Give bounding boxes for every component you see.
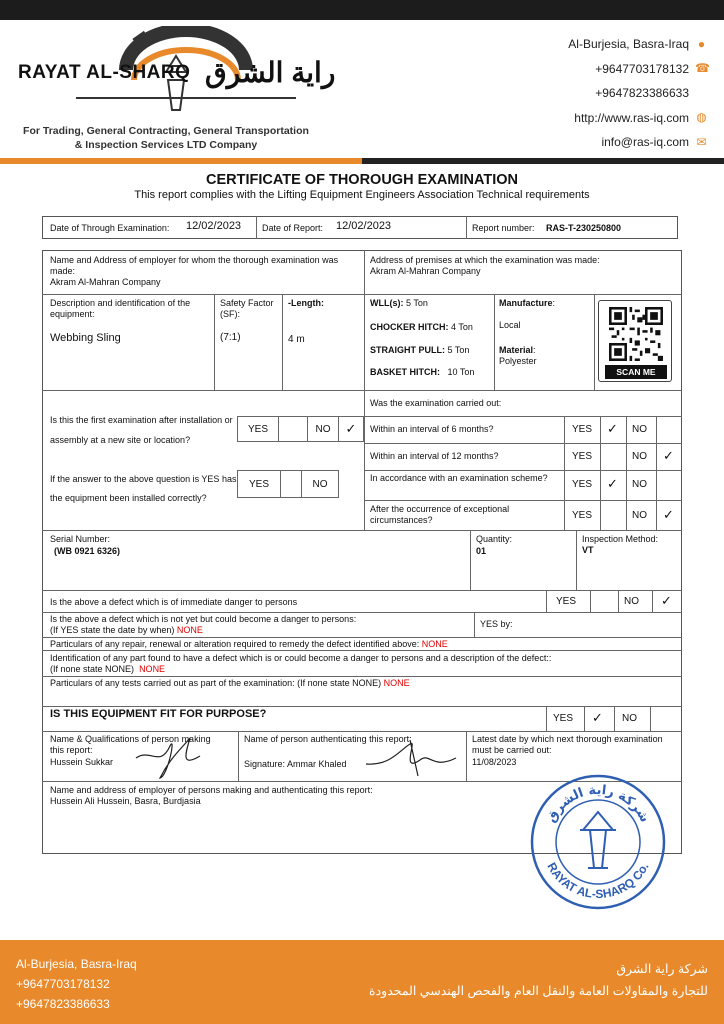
footer-contacts — [16, 954, 137, 1014]
immediate-yes[interactable]: YES — [556, 596, 577, 607]
employer-value: Akram Al-Mahran Company — [50, 277, 161, 287]
straight-label: STRAIGHT PULL: — [370, 345, 445, 355]
choker-value: 4 Ton — [451, 322, 473, 332]
next-exam-value: 11/08/2023 — [472, 757, 517, 767]
exam-date-value: 12/02/2023 — [186, 220, 242, 232]
checkmark-icon: ✓ — [661, 593, 672, 608]
future-danger-hint: (If YES state the date by when) — [50, 625, 175, 635]
future-danger-question: Is the above a defect which is not yet but could become a danger to persons: — [50, 614, 357, 624]
interval-12-yes[interactable]: YES — [572, 451, 593, 462]
contact-website[interactable] — [568, 106, 708, 131]
interval-6-no[interactable]: NO — [632, 424, 647, 435]
checkmark-icon: ✓ — [607, 476, 618, 491]
material-value: Polyester — [499, 356, 537, 366]
yes-by-label: YES by: — [480, 619, 513, 629]
employer-persons-label: Name and address of employer of persons making and authenticating this report: — [50, 785, 373, 795]
repair-none: NONE — [421, 639, 448, 649]
footer-address: Al-Burjesia, Basra-Iraq — [16, 957, 137, 971]
safety-factor-label: Safety Factor (SF): — [220, 298, 274, 319]
identification-question: Identification of any part found to have a defect which is or could become a danger to persons and a description of the defect:: — [50, 653, 552, 663]
brand-name-ar: راية الشرق — [205, 57, 336, 88]
report-number-label: Report number: — [472, 223, 535, 233]
fit-for-purpose-question: IS THIS EQUIPMENT FIT FOR PURPOSE? — [50, 708, 267, 720]
top-bar — [0, 0, 724, 20]
contact-address-text: Al-Burjesia, Basra-Iraq — [568, 37, 689, 52]
manufacture-label: Manufacture — [499, 298, 553, 308]
stamp-text-ar: شركة راية الشرق — [543, 782, 653, 826]
tagline-line-1: For Trading, General Contracting, General Transportation — [23, 125, 309, 137]
employer-label: Name and Address of employer for whom the thorough examination was made: — [50, 255, 339, 276]
quantity-label: Quantity: — [476, 534, 513, 544]
employer-persons-value: Hussein Ali Hussein, Basra, Burdjasia — [50, 796, 201, 806]
identification-none: NONE — [139, 664, 166, 674]
basket-label: BASKET HITCH: — [370, 367, 440, 377]
serial-label: Serial Number: — [50, 534, 111, 544]
next-exam-label: Latest date by which next thorough examination must be carried out: — [472, 734, 663, 755]
fit-yes[interactable]: YES — [553, 713, 574, 724]
certificate-title: CERTIFICATE OF THOROUGH EXAMINATION — [205, 172, 518, 188]
inspection-method-label: Inspection Method: — [582, 534, 659, 544]
manufacture-value: Local — [499, 320, 521, 330]
interval-6-yes[interactable]: YES — [572, 424, 593, 435]
contact-phone-2 — [568, 81, 708, 106]
basket-value: 10 Ton — [447, 367, 475, 377]
installed-no[interactable]: NO — [301, 470, 339, 498]
checkmark-icon: ✓ — [345, 421, 357, 436]
immediate-danger-question: Is the above a defect which is of immediate danger to persons — [50, 597, 298, 607]
contact-website-text[interactable]: http://www.ras-iq.com — [574, 110, 689, 125]
stamp-text-en: RAYAT AL-SHARQ Co. — [544, 860, 652, 902]
contact-address — [568, 32, 708, 57]
choker-label: CHOCKER HITCH: — [370, 322, 449, 332]
contact-phone-2-text: +9647823386633 — [595, 86, 689, 101]
scheme-yes[interactable]: YES — [572, 479, 593, 490]
first-exam-no-box[interactable] — [338, 416, 364, 442]
brand-name-en: RAYAT AL-SHARQ — [18, 62, 191, 83]
footer-phone-2: +9647823386633 — [16, 997, 110, 1011]
mail-icon: ✉ — [696, 134, 707, 149]
wll-value: 5 Ton — [406, 298, 428, 308]
phone-icon: ☎ — [695, 61, 710, 76]
company-stamp — [528, 772, 668, 912]
quantity-value: 01 — [476, 546, 487, 556]
scan-me-label: SCAN ME — [605, 365, 667, 379]
tests-question: Particulars of any tests carried out as part of the examination: (If none state NONE) — [50, 678, 382, 688]
qr-code[interactable] — [598, 300, 672, 382]
report-maker-value: Hussein Sukkar — [50, 757, 114, 767]
certificate-subtitle: This report complies with the Lifting Equipment Engineers Association Technical requirements — [134, 189, 590, 201]
tagline-line-2: & Inspection Services LTD Company — [74, 139, 258, 151]
report-date-label: Date of Report: — [262, 223, 324, 233]
tests-none: NONE — [383, 678, 410, 688]
installed-yes[interactable]: YES — [237, 470, 281, 498]
qr-code-icon — [609, 307, 663, 361]
carried-out-label: Was the examination carried out: — [370, 398, 502, 408]
equipment-desc-value: Webbing Sling — [50, 332, 121, 344]
report-date-value: 12/02/2023 — [336, 220, 392, 232]
fit-no[interactable]: NO — [622, 713, 637, 724]
authenticator-value: Signature: Ammar Khaled — [244, 759, 347, 769]
location-pin-icon: ● — [697, 36, 706, 51]
length-value: 4 m — [288, 334, 305, 345]
inspection-method-value: VT — [582, 545, 594, 555]
future-danger-none: NONE — [176, 625, 203, 635]
interval-6-months: Within an interval of 6 months? — [370, 424, 494, 434]
signature-maker — [130, 728, 210, 782]
footer-phone-1: +9647703178132 — [16, 977, 110, 991]
first-exam-question: Is this the first examination after installation or assembly at a new site or location? — [50, 415, 233, 445]
first-exam-yes[interactable]: YES — [237, 416, 279, 442]
header-divider — [0, 158, 724, 164]
first-exam-no[interactable]: NO — [307, 416, 339, 442]
premises-value: Akram Al-Mahran Company — [370, 266, 481, 276]
checkmark-icon: ✓ — [663, 507, 674, 522]
exceptional-circumstances: After the occurrence of exceptional circumstances? — [370, 504, 510, 525]
repair-question: Particulars of any repair, renewal or alteration required to remedy the defect identified above: — [50, 639, 420, 649]
premises-label: Address of premises at which the examination was made: — [370, 255, 600, 265]
signature-authenticator — [360, 730, 460, 778]
scheme-no[interactable]: NO — [632, 479, 647, 490]
equipment-desc-label: Description and identification of the equipment: — [50, 298, 191, 319]
exam-scheme: In accordance with an examination scheme? — [370, 473, 548, 483]
contact-email-text[interactable]: info@ras-iq.com — [601, 135, 689, 150]
globe-icon: ◍ — [696, 110, 707, 125]
contact-email[interactable] — [568, 130, 708, 155]
first-exam-yes-box[interactable] — [278, 416, 308, 442]
checkmark-icon: ✓ — [592, 710, 603, 725]
immediate-no[interactable]: NO — [624, 596, 639, 607]
serial-value: (WB 0921 6326) — [54, 546, 121, 556]
wll-label: WLL(s): — [370, 298, 404, 308]
footer-arabic-name: شركة راية الشرق — [616, 962, 708, 976]
contact-phone-1-text: +9647703178132 — [595, 61, 689, 76]
material-label: Material — [499, 345, 534, 355]
footer-arabic-desc: للتجارة والمقاولات العامة والنقل العام والفحص الهندسي المحدودة — [369, 984, 708, 998]
contact-block — [568, 32, 708, 155]
straight-value: 5 Ton — [447, 345, 470, 355]
identification-hint: (If none state NONE) — [50, 664, 135, 674]
installed-yes-box[interactable] — [280, 470, 302, 498]
footer-arabic — [369, 958, 708, 1002]
exceptional-no[interactable]: NO — [632, 510, 647, 521]
spacer-icon — [695, 87, 708, 100]
exceptional-yes[interactable]: YES — [572, 510, 593, 521]
report-maker-label: Name & Qualifications of person making this report: — [50, 734, 211, 755]
interval-12-no[interactable]: NO — [632, 451, 647, 462]
footer — [0, 940, 724, 1024]
contact-phone-1 — [568, 57, 708, 82]
checkmark-icon: ✓ — [607, 421, 618, 436]
exam-date-label: Date of Through Examination: — [50, 223, 170, 233]
report-number-value: RAS-T-230250800 — [546, 223, 622, 233]
company-tagline — [16, 124, 316, 152]
checkmark-icon: ✓ — [663, 448, 674, 463]
interval-12-months: Within an interval of 12 months? — [370, 451, 499, 461]
authenticator-label: Name of person authenticating this report: — [244, 734, 412, 744]
safety-factor-value: (7:1) — [220, 332, 241, 343]
length-label: -Length: — [288, 298, 324, 308]
installed-question: If the answer to the above question is YES has the equipment been installed correctly? — [50, 474, 237, 503]
